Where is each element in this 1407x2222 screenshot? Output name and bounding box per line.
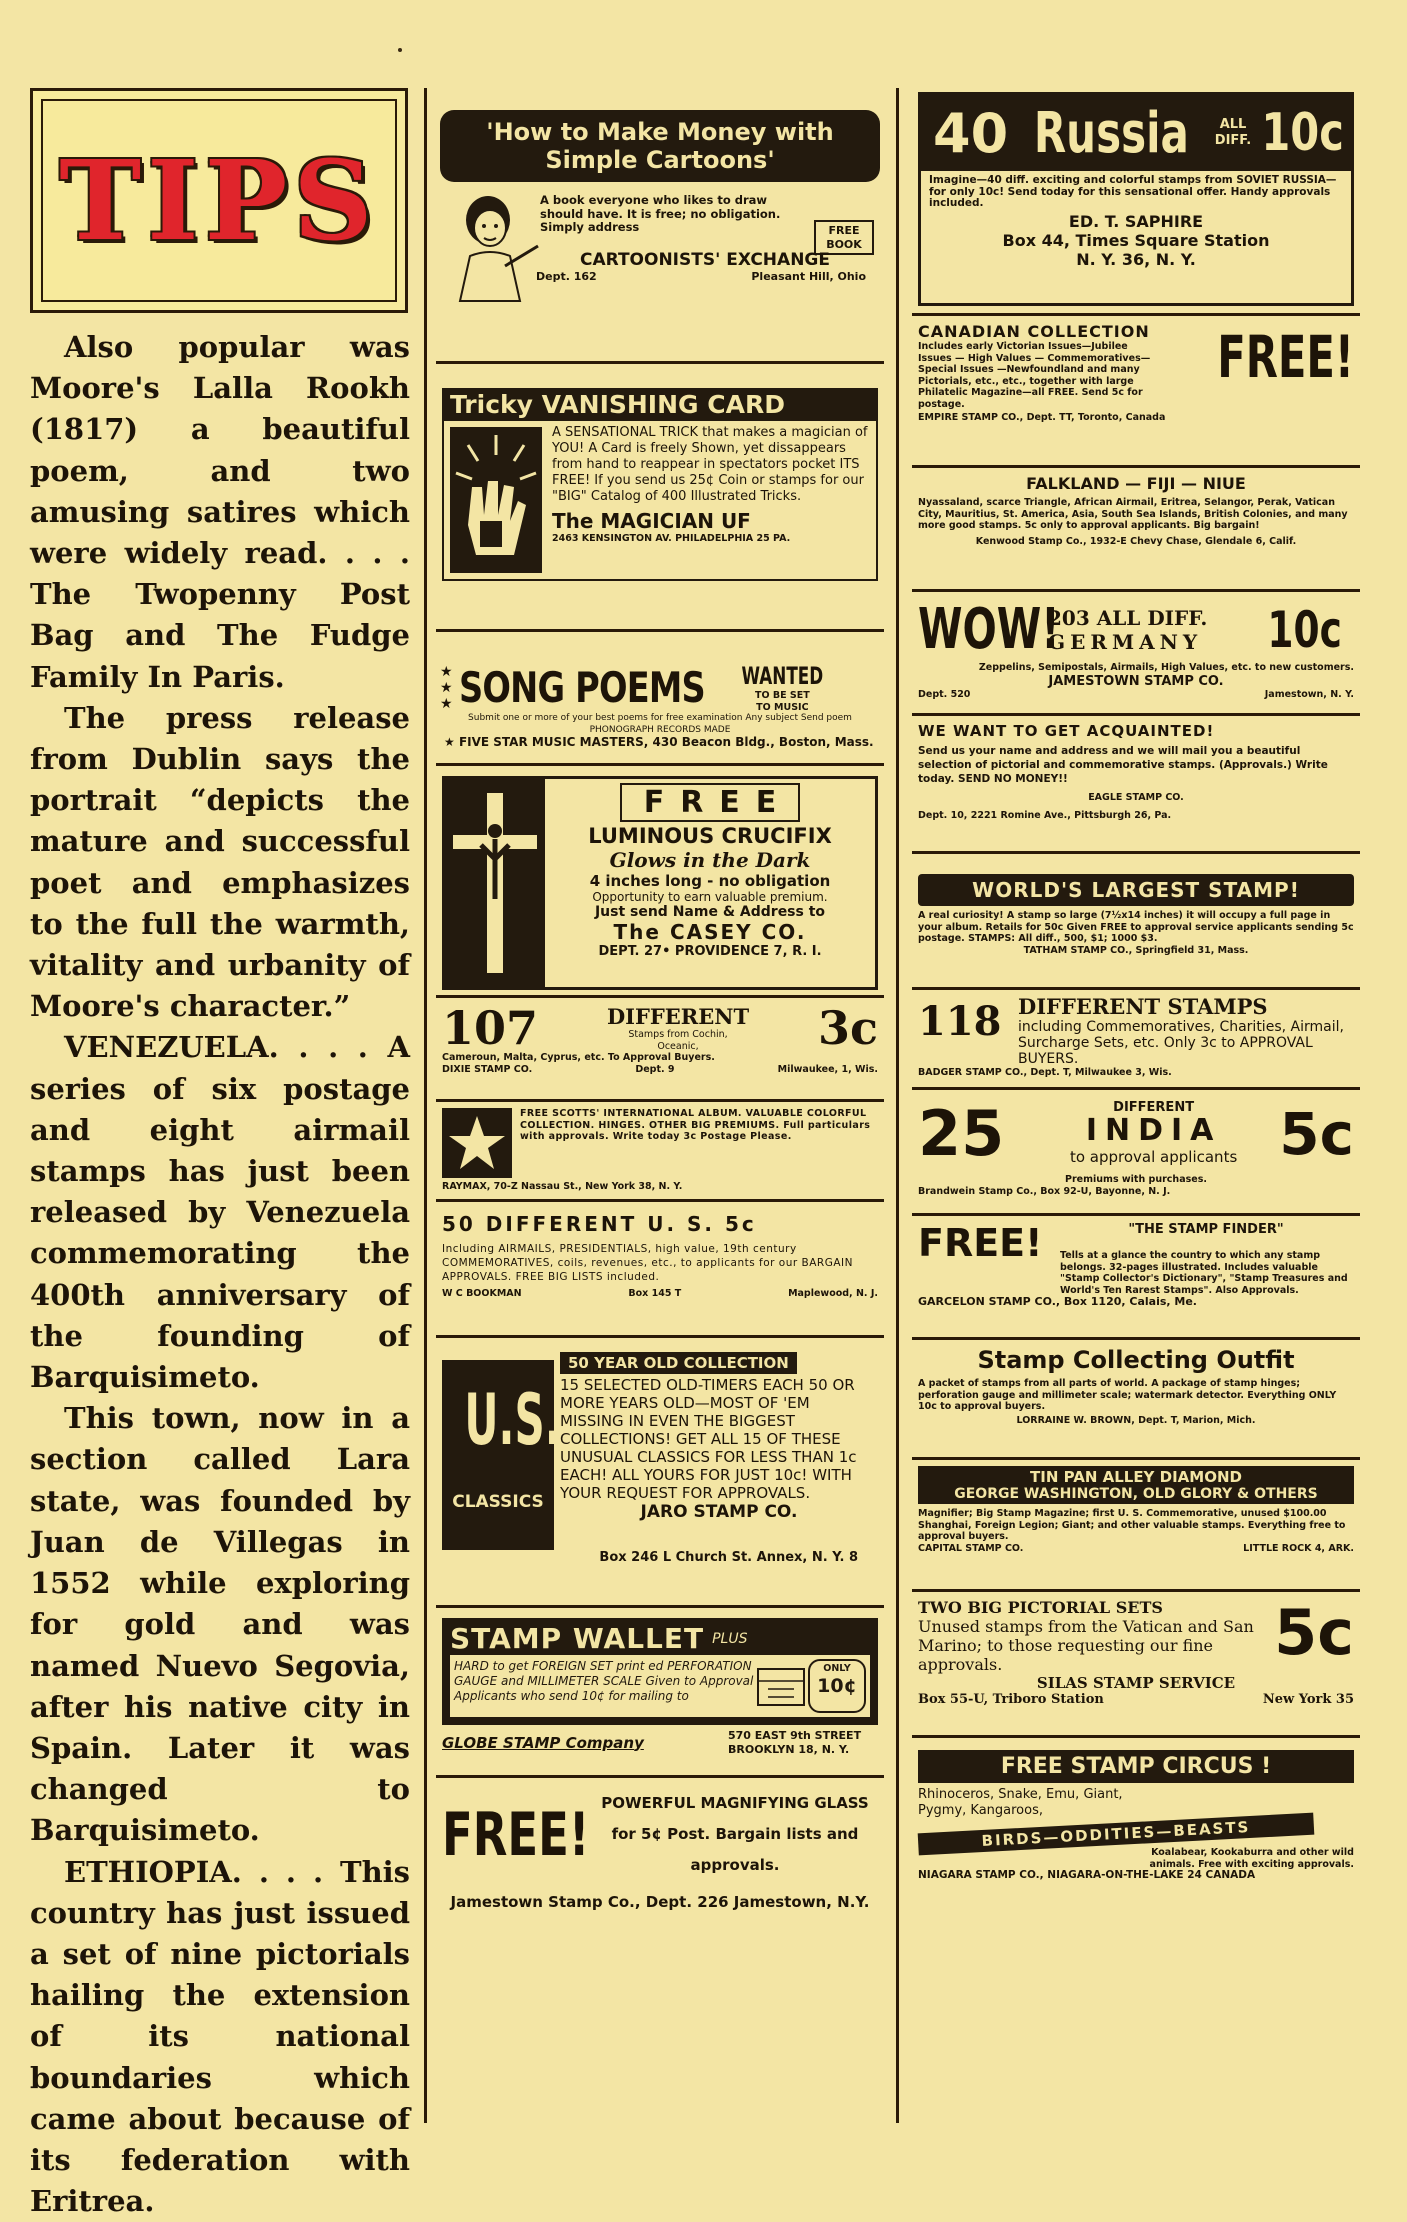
wallet-price: 10¢: [817, 1674, 857, 1697]
raymax-company: RAYMAX, 70-Z Nassau St., New York 38, N. Y.: [442, 1181, 683, 1192]
silas-box: Box 55-U, Triboro Station: [918, 1692, 1104, 1707]
ad-stamp-finder: [912, 1216, 1360, 1340]
cartoons-company: CARTOONISTS' EXCHANGE: [580, 250, 830, 270]
falkland-body: Nyassaland, scarce Triangle, African Airmail, Eritrea, Selangor, Perak, Vatican City, Mauritius, St. America, Asia, South Sea Islands, British Colonies, and many more good stamps. 5c only to approval applicants. Big bargain!: [918, 497, 1348, 531]
russia-all: ALL: [1219, 117, 1247, 132]
ad-wow-germany: [912, 592, 1360, 716]
ad-stamp-circus: [912, 1738, 1360, 1908]
raymax-body: FREE SCOTTS' INTERNATIONAL ALBUM. VALUABLE COLORFUL COLLECTION. HINGES. OTHER BIG PREMIUMS. Full particulars with approvals. Write today 3c Postage Please.: [520, 1108, 871, 1142]
songs-to-be-set: TO BE SET TO MUSIC: [755, 690, 810, 713]
capital-company: CAPITAL STAMP CO.: [918, 1542, 1024, 1554]
india-premiums: Premiums with purchases.: [1065, 1174, 1207, 1185]
ad-cartoons: [436, 92, 884, 364]
ad-capital: [912, 1460, 1360, 1592]
russia-box: Box 44, Times Square Station: [1002, 230, 1270, 250]
eagle-company: EAGLE STAMP CO.: [1088, 792, 1184, 803]
crucifix-icon: [445, 779, 545, 987]
ad-stamp-wallet: [436, 1608, 884, 1778]
wow-body: Zeppelins, Semipostals, Airmails, High Values, etc. to new customers.: [978, 662, 1354, 673]
wallet-company: GLOBE STAMP Company: [442, 1733, 644, 1752]
stars-icon: ★ ★ ★: [440, 663, 453, 712]
india-company: Brandwein Stamp Co., Box 92-U, Bayonne, N. J.: [918, 1185, 1171, 1197]
ad-badger: [912, 990, 1360, 1090]
vanishing-company: The MAGICIAN UF: [552, 509, 751, 533]
glass-body: POWERFUL MAGNIFYING GLASS for 5¢ Post. Bargain lists and approvals.: [601, 1794, 869, 1874]
ad-silas: [912, 1592, 1360, 1738]
badger-body: including Commemoratives, Charities, Airmail, Surcharge Sets, etc. Only 3c to APPROVAL BUYERS.: [1018, 1019, 1344, 1067]
fifty-box: Box 145 T: [628, 1288, 682, 1299]
ad-falkland: [912, 468, 1360, 592]
ads-right-column: [912, 92, 1360, 1908]
column-rule: [424, 88, 427, 2123]
songs-wanted: WANTED: [741, 662, 824, 690]
russia-name: ED. T. SAPHIRE: [1068, 211, 1204, 231]
falkland-title: FALKLAND — FIJI — NIUE: [1026, 474, 1246, 493]
jaro-address: Box 246 L Church St. Annex, N. Y. 8: [599, 1550, 858, 1565]
finder-title: "THE STAMP FINDER": [1128, 1222, 1284, 1237]
crucifix-line2: Opportunity to earn valuable premium.: [592, 890, 828, 904]
ads-middle-column: [436, 92, 884, 1928]
crucifix-script: Glows in the Dark: [609, 848, 811, 872]
crucifix-free: FREE: [620, 783, 801, 822]
circus-line2: Pygmy, Kangaroos,: [918, 1803, 1043, 1818]
column-rule: [896, 88, 899, 2123]
badger-title: DIFFERENT STAMPS: [1018, 994, 1268, 1019]
ad-vanishing-card: [436, 364, 884, 632]
dixie-sub: Stamps from Cochin, Oceanic,: [628, 1029, 728, 1052]
ad-collecting-outfit: [912, 1340, 1360, 1460]
ad-crucifix: [436, 766, 884, 998]
cartoons-headline: 'How to Make Money with Simple Cartoons': [440, 110, 880, 182]
wow-word: WOW!: [918, 597, 1060, 662]
wallet-body: HARD to get FOREIGN SET print ed PERFORATION GAUGE and MILLIMETER SCALE Given to Approval Applicants who send 10¢ for mailing to: [454, 1659, 754, 1703]
wallet-price-label: ONLY: [823, 1663, 851, 1674]
russia-body: Imagine—40 diff. exciting and colorful stamps from SOVIET RUSSIA—for only 10c! Send today for this sensational offer. Handy approvals included.: [929, 174, 1337, 209]
russia-price: 10c: [1261, 103, 1345, 163]
wow-line1: 203 ALL DIFF.: [1048, 606, 1208, 630]
canadian-free: FREE!: [1217, 323, 1354, 391]
crucifix-title: LUMINOUS CRUCIFIX: [588, 824, 832, 848]
wow-company: JAMESTOWN STAMP CO.: [1048, 673, 1224, 689]
tips-paragraph: Also popular was Moore's Lalla Rookh (1817) a beautiful poem, and two amusing satires which were widely read. . . . The Twopenny Post Bag and The Fudge Family In Paris.: [30, 330, 410, 694]
finder-body: Tells at a glance the country to which any stamp belongs. 32-pages illustrated. Includes valuable "Stamp Collector's Dictionary", "Stamp Treasures and World's Ten Rarest Stamps". Also Approvals.: [1060, 1250, 1348, 1296]
jaro-company: JARO STAMP CO.: [640, 1502, 798, 1522]
canadian-company: EMPIRE STAMP CO., Dept. TT, Toronto, Canada: [918, 412, 1166, 423]
silas-body: Unused stamps from the Vatican and San Marino; to those requesting our fine approvals.: [918, 1617, 1254, 1674]
us-classics-logo: [442, 1360, 561, 1550]
ad-magnifying-glass: [436, 1778, 884, 1928]
fifty-headline: 50 DIFFERENT U. S. 5c: [442, 1212, 757, 1236]
crucifix-company: The CASEY CO.: [613, 920, 807, 944]
jaro-title: 50 YEAR OLD COLLECTION: [560, 1352, 797, 1374]
silas-city: New York 35: [1262, 1692, 1354, 1707]
badger-number: 118: [918, 998, 1002, 1045]
finder-company: GARCELON STAMP CO., Box 1120, Calais, Me.: [918, 1295, 1197, 1308]
falkland-company: Kenwood Stamp Co., 1932-E Chevy Chase, Glendale 6, Calif.: [975, 535, 1297, 547]
vanishing-body: A SENSATIONAL TRICK that makes a magician of YOU! A Card is freely Shown, yet dissappears from hand to reappear in spectators pocket ITS FREE! If you send us 25¢ Coin or stamps for our "BIG" Catalog of 400 Illustrated Tricks.: [552, 425, 868, 504]
circus-title: FREE STAMP CIRCUS !: [918, 1750, 1354, 1783]
canadian-title: CANADIAN COLLECTION: [918, 322, 1150, 341]
eagle-title: WE WANT TO GET ACQUAINTED!: [918, 722, 1215, 740]
tips-article: [30, 327, 410, 2222]
india-sub: to approval applicants: [1069, 1148, 1238, 1167]
tips-column: [30, 88, 410, 2219]
ad-canadian: [912, 316, 1360, 468]
songs-body: Submit one or more of your best poems for free examination Any subject Send poem PHONOGRAPH RECORDS MADE: [468, 713, 852, 735]
songs-headline: SONG POEMS: [458, 663, 705, 712]
silas-title: TWO BIG PICTORIAL SETS: [918, 1598, 1163, 1617]
russia-number: 40: [933, 101, 1009, 165]
circus-line1: Rhinoceros, Snake, Emu, Giant,: [918, 1787, 1123, 1802]
ad-fifty-us: [436, 1202, 884, 1338]
capital-city: LITTLE ROCK 4, ARK.: [1243, 1542, 1354, 1554]
largest-company: TATHAM STAMP CO., Springfield 31, Mass.: [1023, 944, 1249, 956]
tips-paragraph: The press release from Dublin says the portrait “depicts the mature and successful poet and emphasizes to the full the warmth, vitality and urbanity of Moore's character.”: [30, 700, 410, 1024]
ad-largest-stamp: [912, 854, 1360, 990]
tips-paragraph: VENEZUELA. . . . A series of six postage and eight airmail stamps has just been released by Venezuela commemorating the 400th anniversary of the founding of Barquisimeto.: [30, 1030, 410, 1395]
circus-banner: BIRDS—ODDITIES—BEASTS: [918, 1813, 1315, 1856]
dixie-body: Cameroun, Malta, Cyprus, etc. To Approval Buyers.: [442, 1052, 715, 1063]
fifty-city: Maplewood, N. J.: [788, 1288, 878, 1299]
tips-paragraph: ETHIOPIA. . . . This country has just issued a set of nine pictorials hailing the extension of its national boundaries which came about because of its federation with Eritrea.: [30, 1854, 410, 2219]
ad-dixie: [436, 998, 884, 1102]
dixie-price: 3c: [817, 1001, 878, 1055]
capital-title2: GEORGE WASHINGTON, OLD GLORY & OTHERS: [954, 1486, 1318, 1502]
wow-price: 10c: [1267, 601, 1342, 659]
dixie-city: Milwaukee, 1, Wis.: [777, 1063, 878, 1075]
india-number: 25: [918, 1097, 1005, 1170]
vanishing-address: 2463 KENSINGTON AV. PHILADELPHIA 25 PA.: [552, 533, 791, 544]
ad-india: [912, 1090, 1360, 1216]
songs-company: FIVE STAR MUSIC MASTERS, 430 Beacon Bldg., Boston, Mass.: [458, 735, 874, 749]
tips-title: TIPS: [59, 136, 379, 265]
jaro-logo-big: U.S.: [464, 1379, 561, 1461]
circus-body: Koalabear, Kookaburra and other wild animals. Free with exciting approvals.: [1149, 1847, 1354, 1870]
glass-free: FREE!: [442, 1799, 590, 1870]
wow-dept: Dept. 520: [918, 688, 971, 700]
dixie-number: 107: [442, 1001, 539, 1055]
largest-body: A real curiosity! A stamp so large (7½x14 inches) it will occupy a full page in your album. Retails for 50c Given FREE to approval service applicants sending 5c postage. STAMPS: All diff., 500, $1; 1000 $3.: [918, 910, 1354, 944]
badger-company: BADGER STAMP CO., Dept. T, Milwaukee 3, Wis.: [918, 1067, 1172, 1078]
russia-city: N. Y. 36, N. Y.: [1076, 249, 1196, 269]
wallet-icon: [754, 1659, 808, 1713]
magician-hand-icon: [448, 425, 544, 575]
cartoons-body: A book everyone who likes to draw should have. It is free; no obligation. Simply address: [540, 193, 781, 234]
eagle-address: Dept. 10, 2221 Romine Ave., Pittsburgh 26, Pa.: [918, 809, 1172, 821]
cartoon-girl-icon: [440, 186, 540, 306]
capital-title1: TIN PAN ALLEY DIAMOND: [1030, 1468, 1242, 1486]
tips-paragraph: This town, now in a section called Lara state, was founded by Juan de Villegas in 1552 while exploring for gold and was named Nuevo Segovia, after his native city in Spain. Later it was changed to Barquisimeto.: [30, 1401, 410, 1848]
india-word: INDIA: [1085, 1113, 1222, 1149]
ad-eagle: [912, 716, 1360, 854]
crucifix-address: DEPT. 27• PROVIDENCE 7, R. I.: [598, 944, 822, 959]
jaro-logo-sub: CLASSICS: [452, 1492, 544, 1512]
dixie-dept: Dept. 9: [635, 1063, 675, 1075]
wallet-address: 570 EAST 9th STREET BROOKLYN 18, N. Y.: [728, 1729, 862, 1756]
fifty-company: W C BOOKMAN: [442, 1288, 522, 1299]
vanishing-headline: Tricky VANISHING CARD: [442, 388, 878, 421]
finder-free: FREE!: [918, 1221, 1043, 1265]
wow-city: Jamestown, N. Y.: [1264, 688, 1354, 700]
ad-jaro: [436, 1338, 884, 1608]
outfit-title: Stamp Collecting Outfit: [977, 1346, 1295, 1374]
print-speck: [398, 48, 402, 52]
silas-price: 5c: [1274, 1596, 1354, 1669]
star-badge-icon: [442, 1108, 512, 1178]
canadian-body: Includes early Victorian Issues—Jubilee Issues — High Values — Commemoratives—Special Issues —Newfoundland and many Pictorials, etc., etc., together with large Philatelic Magazine—all FREE. Send 5c for postage.: [918, 341, 1151, 410]
crucifix-line1: 4 inches long - no obligation: [589, 872, 831, 890]
outfit-company: LORRAINE W. BROWN, Dept. T, Marion, Mich.: [1016, 1414, 1256, 1426]
glass-company: Jamestown Stamp Co., Dept. 226 Jamestown, N.Y.: [450, 1893, 870, 1911]
cartoons-dept: Dept. 162: [536, 270, 597, 283]
largest-title: WORLD'S LARGEST STAMP!: [918, 874, 1354, 906]
circus-company: NIAGARA STAMP CO., NIAGARA-ON-THE-LAKE 24 CANADA: [918, 1869, 1256, 1881]
wallet-plus: PLUS: [712, 1630, 748, 1647]
wow-line2: GERMANY: [1048, 630, 1203, 654]
crucifix-line3: Just send Name & Address to: [594, 904, 826, 920]
dixie-different: DIFFERENT: [606, 1004, 750, 1029]
capital-body: Magnifier; Big Stamp Magazine; first U. S. Commemorative, unused $100.00 Shanghai, Foreign Legion; Giant; and other valuable stamps. Everything free to approval buyers.: [918, 1508, 1346, 1542]
star-icon: ★: [444, 735, 459, 749]
tips-header-box: [30, 88, 408, 313]
ad-raymax: [436, 1102, 884, 1202]
fifty-body: Including AIRMAILS, PRESIDENTIALS, high value, 19th century COMMEMORATIVES, coils, revenues, etc., to applicants for our BARGAIN APPROVALS. FREE BIG LISTS included.: [442, 1243, 853, 1283]
free-book-badge: FREE BOOK: [814, 220, 874, 255]
jaro-body: 15 SELECTED OLD-TIMERS EACH 50 OR MORE YEARS OLD—MOST OF 'EM MISSING IN EVEN THE BIGGEST COLLECTIONS! GET ALL 15 OF THESE UNUSUAL CLASSICS FOR LESS THAN 1c EACH! ALL YOURS FOR JUST 10c! WITH YOUR REQUEST FOR APPROVALS.: [560, 1376, 857, 1502]
india-price: 5c: [1279, 1100, 1354, 1168]
silas-company: SILAS STAMP SERVICE: [1036, 1674, 1236, 1692]
ad-song-poems: [436, 632, 884, 766]
ad-russia: [912, 92, 1360, 316]
india-different: DIFFERENT: [1113, 1099, 1195, 1115]
dixie-company: DIXIE STAMP CO.: [442, 1063, 533, 1075]
russia-word: Russia: [1033, 100, 1189, 166]
eagle-body: Send us your name and address and we will mail you a beautiful selection of pictorial and commemorative stamps. (Approvals.) Write today. SEND NO MONEY!!: [918, 745, 1328, 785]
wallet-title: STAMP WALLET: [450, 1622, 705, 1655]
russia-diff: DIFF.: [1214, 133, 1252, 148]
outfit-body: A packet of stamps from all parts of world. A package of stamp hinges; perforation gauge and millimeter scale; watermark detector. Everything ONLY 10c to approval buyers.: [918, 1378, 1337, 1412]
cartoons-city: Pleasant Hill, Ohio: [751, 270, 866, 283]
